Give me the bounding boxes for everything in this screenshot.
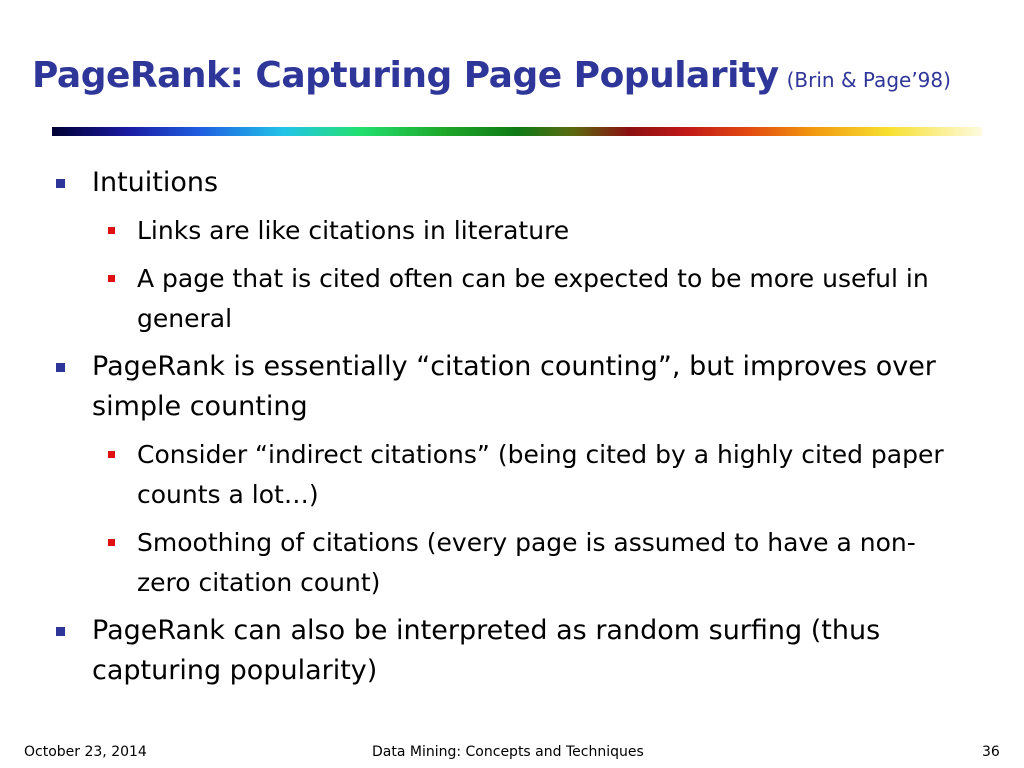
square-bullet-icon [108,539,115,546]
slide-title [32,55,951,96]
bullet-text: Intuitions [92,167,219,198]
footer-course-title: Data Mining: Concepts and Techniques [372,744,644,760]
title-main-text: PageRank: Capturing Page Popularity [32,55,779,96]
bullet-item [0,611,992,691]
square-bullet-icon [108,451,115,458]
sub-bullet-item [0,435,967,515]
footer-date: October 23, 2014 [24,744,147,760]
square-bullet-icon [108,227,115,234]
bullet-text: PageRank is essentially “citation counting”, but improves over simple counting [92,351,936,422]
footer-page-number: 36 [982,744,1000,760]
sub-bullet-text: A page that is cited often can be expected to be more useful in general [137,264,929,333]
bullet-item [0,163,992,203]
sub-bullet-text: Consider “indirect citations” (being cited by a highly cited paper counts a lot…) [137,440,944,509]
title-gradient-rule [52,127,982,136]
bullet-text: PageRank can also be interpreted as random surfing (thus capturing popularity) [92,615,881,686]
square-bullet-icon [56,363,65,372]
sub-bullet-item [0,211,967,251]
title-citation: (Brin & Page’98) [786,68,951,92]
sub-bullet-text: Smoothing of citations (every page is assumed to have a non-zero citation count) [137,528,916,597]
sub-bullet-text: Links are like citations in literature [137,216,570,245]
bullet-list [0,163,1024,691]
square-bullet-icon [108,275,115,282]
sub-bullet-item [0,259,967,339]
square-bullet-icon [56,627,65,636]
square-bullet-icon [56,179,65,188]
sub-bullet-item [0,523,967,603]
bullet-item [0,347,992,427]
